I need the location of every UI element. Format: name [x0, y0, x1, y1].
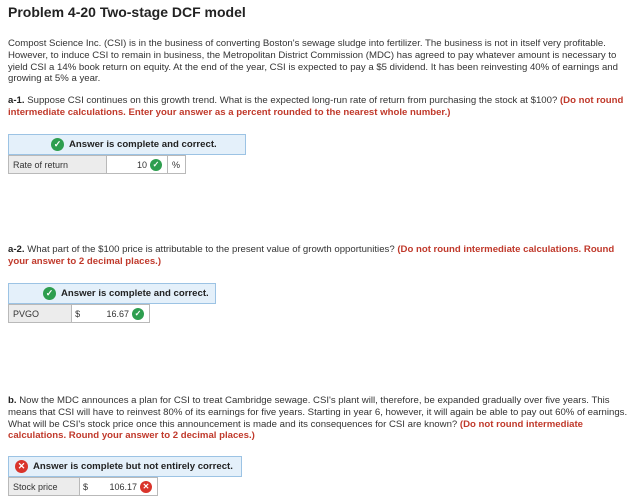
stock-price-value: 106.17 — [109, 481, 137, 492]
rate-of-return-value: 10 — [136, 159, 147, 170]
pvgo-field[interactable] — [72, 305, 149, 322]
check-circle-icon: ✓ — [43, 287, 56, 300]
question-b-text: Now the MDC announces a plan for CSI to treat Cambridge sewage. CSI's plant will, therefore, be expanded gradually over five years. This means that CSI will have to reinvest 80% of its earnings for five years. Starting in year 6, however, it will again be able to pay out 60% of earnings. What will be CSI's stock price once this announcement is made and its consequences for CSI are known? — [8, 395, 628, 430]
check-circle-icon: ✓ — [132, 308, 144, 320]
check-circle-icon: ✓ — [51, 138, 64, 151]
pvgo-value: 16.67 — [106, 308, 129, 319]
problem-title: Problem 4-20 Two-stage DCF model — [8, 4, 246, 20]
answer-banner-a2 — [8, 283, 216, 304]
question-a2-text: What part of the $100 price is attributable to the present value of growth opportunities? — [24, 244, 398, 255]
pvgo-currency: $ — [75, 308, 81, 319]
answer-banner-a2-text: Answer is complete and correct. — [61, 288, 209, 299]
percent-unit: % — [167, 156, 185, 173]
stock-price-field[interactable] — [80, 478, 157, 495]
rate-of-return-field[interactable] — [107, 156, 167, 173]
question-b-prefix: b. — [8, 395, 17, 406]
answer-banner-a1-text: Answer is complete and correct. — [69, 139, 217, 150]
question-a1 — [8, 95, 630, 119]
question-a1-instruction: (Do not round intermediate calculations. Enter your answer as a percent rounded to the nearest whole number.) — [8, 95, 624, 118]
x-circle-icon: ✕ — [15, 460, 28, 473]
answer-row-b — [8, 477, 158, 496]
question-b — [8, 395, 630, 442]
answer-banner-b — [8, 456, 242, 477]
stock-price-currency: $ — [83, 481, 89, 492]
answer-row-a2 — [8, 304, 150, 323]
answer-row-a1-label: Rate of return — [9, 156, 107, 173]
question-a2 — [8, 244, 630, 268]
question-a1-prefix: a-1. — [8, 95, 25, 106]
question-a2-instruction: (Do not round intermediate calculations. Round your answer to 2 decimal places.) — [8, 244, 615, 267]
check-circle-icon: ✓ — [150, 159, 162, 171]
answer-row-a1 — [8, 155, 186, 174]
answer-banner-a1 — [8, 134, 246, 155]
question-b-instruction: (Do not round intermediate calculations. Round your answer to 2 decimal places.) — [8, 418, 584, 442]
answer-row-a2-label: PVGO — [9, 305, 72, 322]
question-a2-prefix: a-2. — [8, 244, 25, 255]
question-a1-text: Suppose CSI continues on this growth trend. What is the expected long-run rate of return from purchasing the stock at $100? — [24, 95, 560, 106]
problem-intro: Compost Science Inc. (CSI) is in the business of converting Boston's sewage sludge into fertilizer. The business is not in itself very profitable. However, to induce CSI to remain in business, the Metropolitan District Commission (MDC) has agreed to pay whatever amount is necessary to yield CSI a 14% book return on equity. At the end of the year, CSI is expected to pay a $5 dividend. It has been reinvesting 40% of earnings and growing at 5% a year. — [8, 38, 618, 85]
x-circle-icon: ✕ — [140, 481, 152, 493]
answer-banner-b-text: Answer is complete but not entirely correct. — [33, 461, 233, 472]
answer-row-b-label: Stock price — [9, 478, 80, 495]
